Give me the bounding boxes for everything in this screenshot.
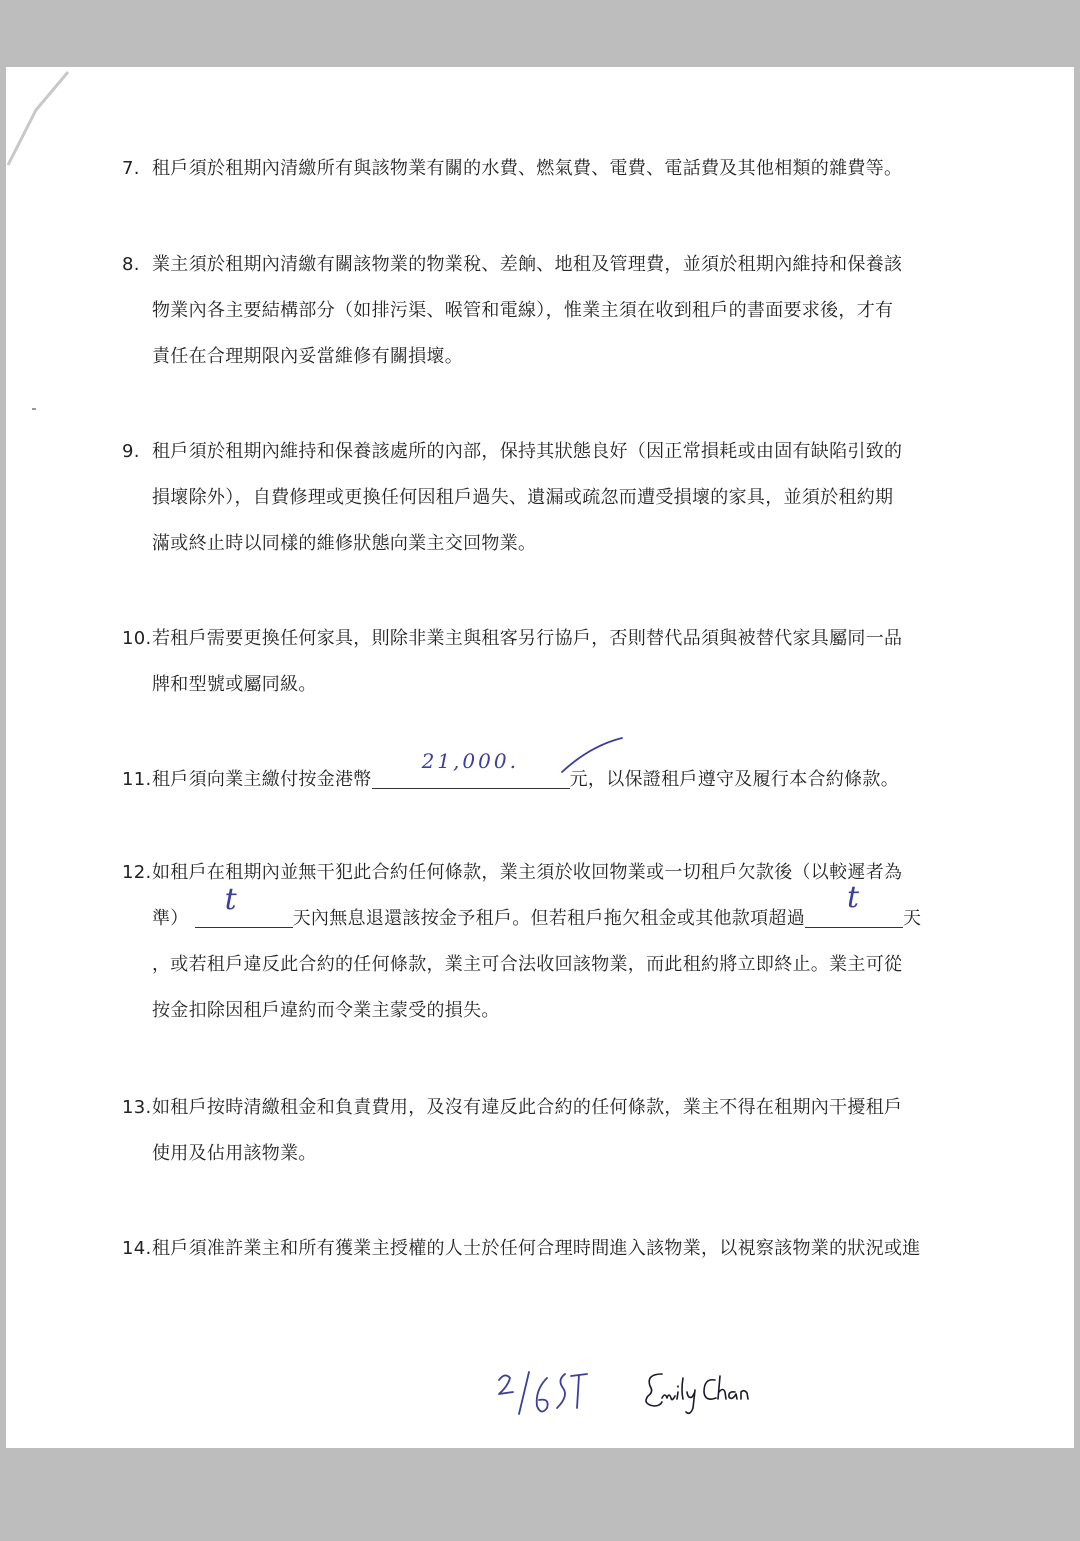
clause-number: 8. <box>122 254 140 275</box>
clause-9 <box>122 429 982 567</box>
clause-text: 天內無息退還該按金予租戶。但若租戶拖欠租金或其他款項超過 <box>292 908 806 929</box>
refund-days-handwritten: t <box>224 882 237 917</box>
clause-text: 如租戶在租期內並無干犯此合約任何條款，業主須於收回物業或一切租戶欠款後（以較遲者為 <box>152 862 903 883</box>
refund-days-field <box>195 882 293 928</box>
clause-number: 11. <box>122 769 152 790</box>
clause-14 <box>122 1226 982 1272</box>
clause-text: 業主須於租期內清繳有關該物業的物業稅、差餉、地租及管理費，並須於租期內維持和保養該 <box>152 254 903 275</box>
overdue-days-field <box>805 880 903 928</box>
clause-10 <box>122 616 982 708</box>
clause-text: 按金扣除因租戶違約而令業主蒙受的損失。 <box>152 1000 500 1021</box>
clause-text: 責任在合理期限內妥當維修有關損壞。 <box>152 346 464 367</box>
clause-number: 10. <box>122 628 152 649</box>
clause-text: 物業內各主要結構部分（如排污渠、喉管和電線），惟業主須在收到租戶的書面要求後，才有 <box>152 300 894 321</box>
clause-11 <box>122 749 982 803</box>
clause-text: 租戶須准許業主和所有獲業主授權的人士於任何合理時間進入該物業，以視察該物業的狀況或進 <box>152 1238 921 1259</box>
clause-text: 天 <box>903 908 922 929</box>
clause-number: 12. <box>122 862 152 883</box>
deposit-amount-field <box>372 749 570 789</box>
clause-text: 元，以保證租戶遵守及履行本合約條款。 <box>569 769 900 790</box>
deposit-amount-handwritten: 21,000. <box>421 749 519 773</box>
clause-text: 租戶須於租期內維持和保養該處所的內部，保持其狀態良好（因正常損耗或由固有缺陷引致的 <box>152 441 903 462</box>
clause-text: 租戶須向業主繳付按金港幣 <box>152 769 372 790</box>
clause-text: 如租戶按時清繳租金和負責費用，及沒有違反此合約的任何條款，業主不得在租期內干擾租戶 <box>152 1097 903 1118</box>
clause-text: 若租戶需要更換任何家具，則除非業主與租客另行協戶，否則替代品須與被替代家具屬同一品 <box>152 628 903 649</box>
deposit-flourish <box>560 734 630 774</box>
overdue-days-handwritten: t <box>847 880 860 915</box>
scan-speck <box>32 408 36 410</box>
clause-text: 牌和型號或屬同級。 <box>152 674 317 695</box>
clause-number: 9. <box>122 441 140 462</box>
clause-number: 13. <box>122 1097 152 1118</box>
signature <box>640 1368 755 1420</box>
clause-text: ，或若租戶違反此合約的任何條款，業主可合法收回該物業，而此租約將立即終止。業主可從 <box>152 954 903 975</box>
clause-8 <box>122 242 982 380</box>
clause-text: 損壞除外），自費修理或更換任何因租戶過失、遺漏或疏忽而遭受損壞的家具，並須於租約期 <box>152 487 894 508</box>
clause-text: 準） <box>152 908 189 929</box>
clause-text: 使用及佔用該物業。 <box>152 1143 317 1164</box>
clause-13 <box>122 1085 982 1177</box>
handwritten-initials <box>495 1368 595 1420</box>
clause-text: 租戶須於租期內清繳所有與該物業有關的水費、燃氣費、電費、電話費及其他相類的雜費等。 <box>152 158 903 179</box>
clause-number: 14. <box>122 1238 152 1259</box>
clause-12 <box>122 850 982 1034</box>
clause-text: 滿或終止時以同樣的維修狀態向業主交回物業。 <box>152 533 537 554</box>
clause-number: 7. <box>122 158 140 179</box>
page-fold-mark <box>6 70 76 170</box>
clause-7 <box>122 146 982 192</box>
